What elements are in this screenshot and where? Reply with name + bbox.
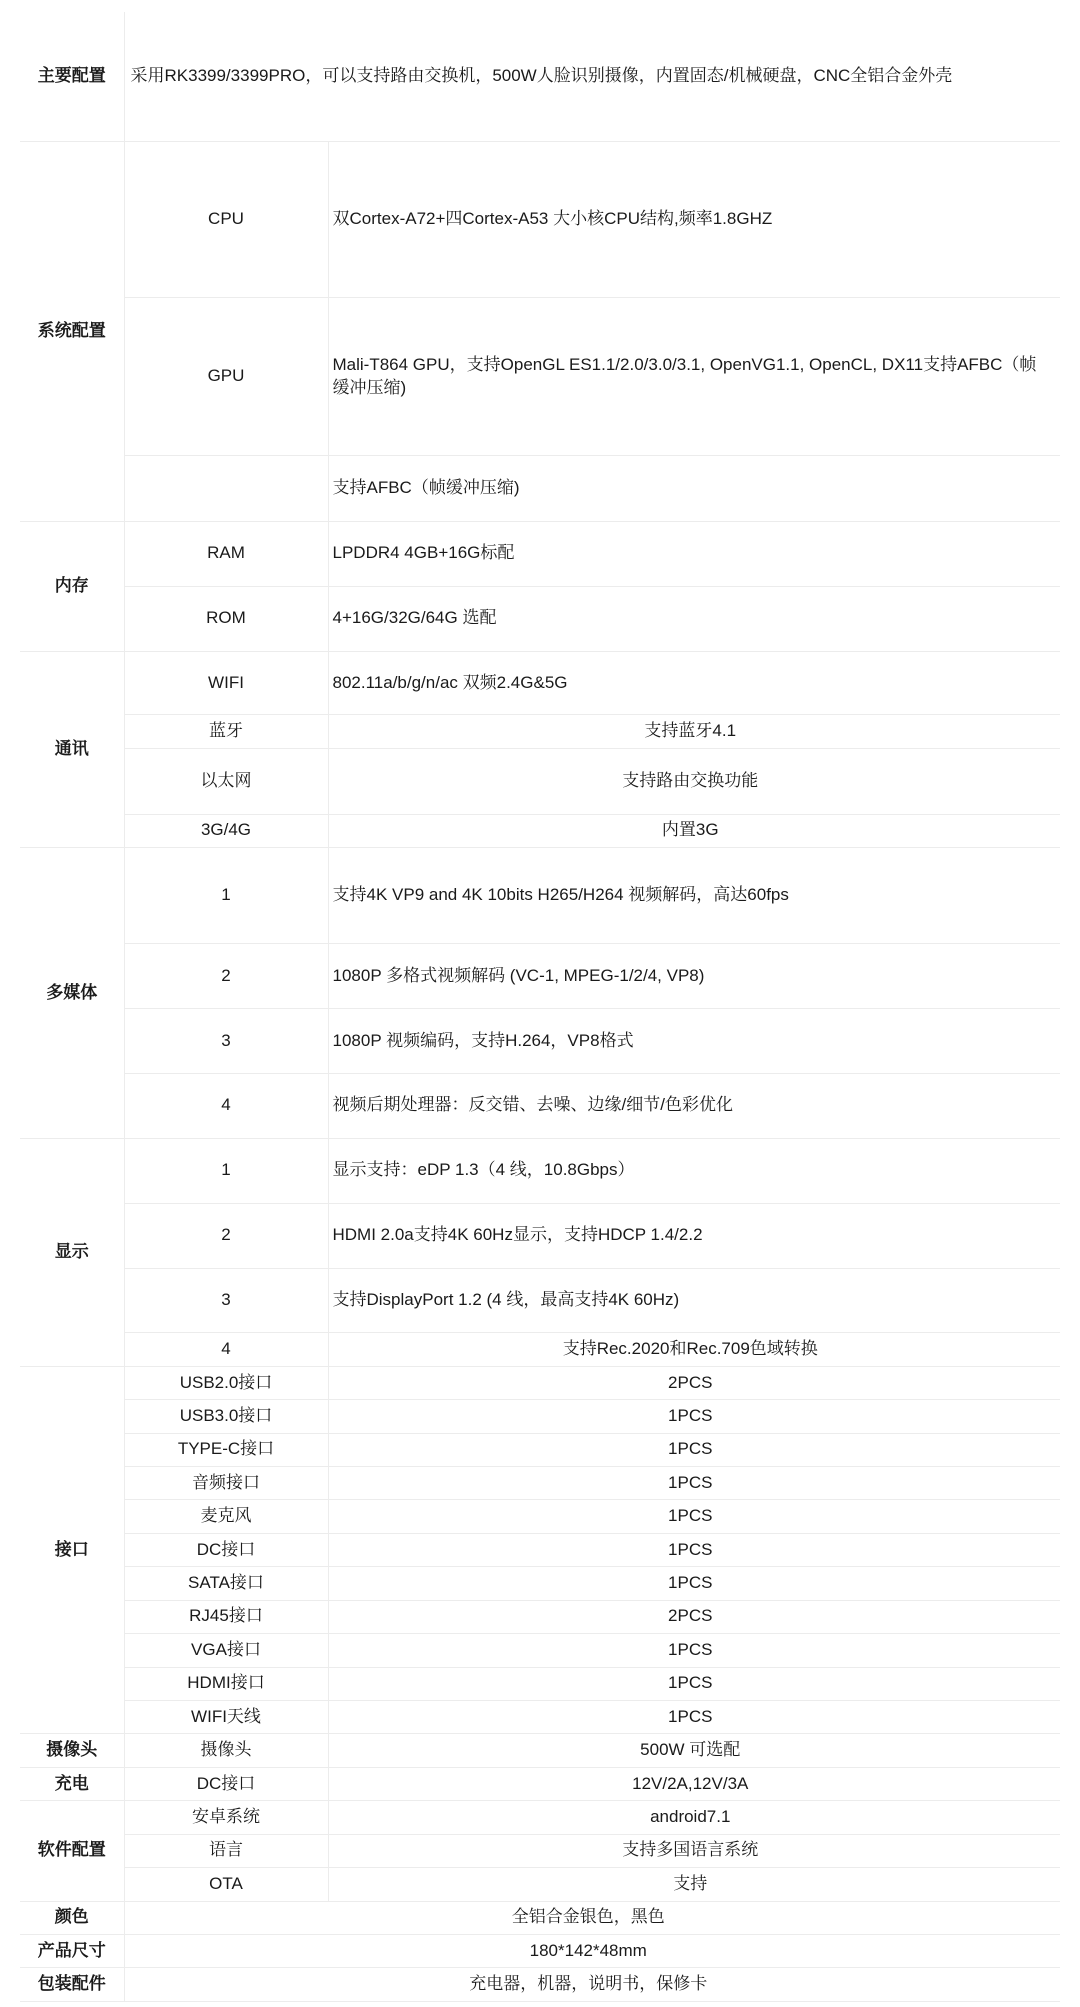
row-value: 1PCS (328, 1533, 1060, 1566)
row-value: 支持Rec.2020和Rec.709色域转换 (328, 1333, 1060, 1366)
row-label: RJ45接口 (124, 1600, 328, 1633)
row-label: WIFI天线 (124, 1700, 328, 1733)
spec-row (20, 1203, 1060, 1268)
row-label: USB2.0接口 (124, 1366, 328, 1399)
spec-table (20, 12, 1060, 2002)
category-cell: 通讯 (20, 651, 124, 848)
row-label: DC接口 (124, 1767, 328, 1800)
spec-row (20, 748, 1060, 814)
spec-row (20, 1467, 1060, 1500)
row-label: HDMI接口 (124, 1667, 328, 1700)
row-value: 1PCS (328, 1433, 1060, 1466)
row-value: 支持多国语言系统 (328, 1834, 1060, 1867)
row-label: 摄像头 (124, 1734, 328, 1767)
spec-row (20, 1567, 1060, 1600)
row-label: 2 (124, 944, 328, 1009)
row-value: 2PCS (328, 1366, 1060, 1399)
row-label: VGA接口 (124, 1634, 328, 1667)
spec-row (20, 1934, 1060, 1967)
spec-row (20, 1333, 1060, 1366)
row-value: 全铝合金银色，黑色 (124, 1901, 1060, 1934)
category-cell: 产品尺寸 (20, 1934, 124, 1967)
row-label: 安卓系统 (124, 1801, 328, 1834)
row-label: 3 (124, 1268, 328, 1333)
row-label: 以太网 (124, 748, 328, 814)
row-value: LPDDR4 4GB+16G标配 (328, 522, 1060, 587)
row-label: 3G/4G (124, 814, 328, 847)
row-label: TYPE-C接口 (124, 1433, 328, 1466)
row-value: 支持4K VP9 and 4K 10bits H265/H264 视频解码，高达60fps (328, 848, 1060, 944)
spec-row (20, 298, 1060, 456)
row-label: ROM (124, 586, 328, 651)
spec-row (20, 1138, 1060, 1203)
spec-row (20, 1734, 1060, 1767)
row-value: 180*142*48mm (124, 1934, 1060, 1967)
row-label: 语言 (124, 1834, 328, 1867)
row-value: 充电器，机器，说明书，保修卡 (124, 1968, 1060, 2002)
row-value: 支持AFBC（帧缓冲压缩) (328, 456, 1060, 522)
row-value: 1PCS (328, 1467, 1060, 1500)
row-label: 2 (124, 1203, 328, 1268)
spec-row (20, 1400, 1060, 1433)
row-label: 音频接口 (124, 1467, 328, 1500)
row-value: 802.11a/b/g/n/ac 双频2.4G&5G (328, 651, 1060, 715)
main-config-row (20, 12, 1060, 142)
category-cell: 内存 (20, 522, 124, 652)
row-value: HDMI 2.0a支持4K 60Hz显示，支持HDCP 1.4/2.2 (328, 1203, 1060, 1268)
spec-row (20, 1667, 1060, 1700)
row-label: 1 (124, 1138, 328, 1203)
row-label: OTA (124, 1868, 328, 1901)
row-label: 4 (124, 1333, 328, 1366)
row-value: 1PCS (328, 1700, 1060, 1733)
row-value: 1PCS (328, 1500, 1060, 1533)
category-cell: 充电 (20, 1767, 124, 1800)
category-cell: 软件配置 (20, 1801, 124, 1901)
category-cell: 摄像头 (20, 1734, 124, 1767)
spec-row (20, 1834, 1060, 1867)
spec-row (20, 1767, 1060, 1800)
row-value: 1PCS (328, 1567, 1060, 1600)
category-cell: 接口 (20, 1366, 124, 1734)
spec-row (20, 456, 1060, 522)
spec-row (20, 1700, 1060, 1733)
spec-row (20, 1074, 1060, 1139)
row-label: SATA接口 (124, 1567, 328, 1600)
spec-row (20, 1600, 1060, 1633)
row-value: 500W 可选配 (328, 1734, 1060, 1767)
row-value: 1PCS (328, 1634, 1060, 1667)
row-value: 1080P 视频编码，支持H.264，VP8格式 (328, 1009, 1060, 1074)
row-value: android7.1 (328, 1801, 1060, 1834)
row-value: 2PCS (328, 1600, 1060, 1633)
row-value: 4+16G/32G/64G 选配 (328, 586, 1060, 651)
row-label: CPU (124, 142, 328, 298)
spec-row (20, 1868, 1060, 1901)
row-value: 支持路由交换功能 (328, 748, 1060, 814)
row-label: RAM (124, 522, 328, 587)
row-value: Mali-T864 GPU，支持OpenGL ES1.1/2.0/3.0/3.1, OpenVG1.1, OpenCL, DX11支持AFBC（帧缓冲压缩) (328, 298, 1060, 456)
row-label: 4 (124, 1074, 328, 1139)
row-value: 双Cortex-A72+四Cortex-A53 大小核CPU结构,频率1.8GHZ (328, 142, 1060, 298)
row-value: 1PCS (328, 1400, 1060, 1433)
row-label: 蓝牙 (124, 715, 328, 748)
row-value: 支持蓝牙4.1 (328, 715, 1060, 748)
row-value: 显示支持：eDP 1.3（4 线，10.8Gbps） (328, 1138, 1060, 1203)
row-value: 支持 (328, 1868, 1060, 1901)
main-config-text: 采用RK3399/3399PRO，可以支持路由交换机，500W人脸识别摄像，内置固态/机械硬盘，CNC全铝合金外壳 (124, 12, 1060, 142)
row-label: GPU (124, 298, 328, 456)
spec-row (20, 1009, 1060, 1074)
spec-row (20, 814, 1060, 847)
row-label: 3 (124, 1009, 328, 1074)
category-cell: 显示 (20, 1138, 124, 1366)
spec-row (20, 142, 1060, 298)
spec-row (20, 586, 1060, 651)
row-label: DC接口 (124, 1533, 328, 1566)
spec-row (20, 944, 1060, 1009)
spec-row (20, 1634, 1060, 1667)
spec-row (20, 848, 1060, 944)
spec-row (20, 1901, 1060, 1934)
spec-row (20, 522, 1060, 587)
row-label: 1 (124, 848, 328, 944)
category-cell: 主要配置 (20, 12, 124, 142)
spec-row (20, 651, 1060, 715)
row-value: 内置3G (328, 814, 1060, 847)
spec-row (20, 1366, 1060, 1399)
category-cell: 系统配置 (20, 142, 124, 522)
spec-row (20, 1433, 1060, 1466)
row-value: 支持DisplayPort 1.2 (4 线，最高支持4K 60Hz) (328, 1268, 1060, 1333)
spec-row (20, 1268, 1060, 1333)
row-label: USB3.0接口 (124, 1400, 328, 1433)
row-label (124, 456, 328, 522)
row-value: 1080P 多格式视频解码 (VC-1, MPEG-1/2/4, VP8) (328, 944, 1060, 1009)
spec-row (20, 1968, 1060, 2002)
spec-table-body (20, 12, 1060, 2002)
row-value: 1PCS (328, 1667, 1060, 1700)
category-cell: 颜色 (20, 1901, 124, 1934)
row-value: 12V/2A,12V/3A (328, 1767, 1060, 1800)
row-value: 视频后期处理器：反交错、去噪、边缘/细节/色彩优化 (328, 1074, 1060, 1139)
spec-row (20, 1801, 1060, 1834)
row-label: 麦克风 (124, 1500, 328, 1533)
category-cell: 多媒体 (20, 848, 124, 1139)
category-cell: 包装配件 (20, 1968, 124, 2002)
row-label: WIFI (124, 651, 328, 715)
spec-row (20, 715, 1060, 748)
spec-row (20, 1500, 1060, 1533)
spec-row (20, 1533, 1060, 1566)
